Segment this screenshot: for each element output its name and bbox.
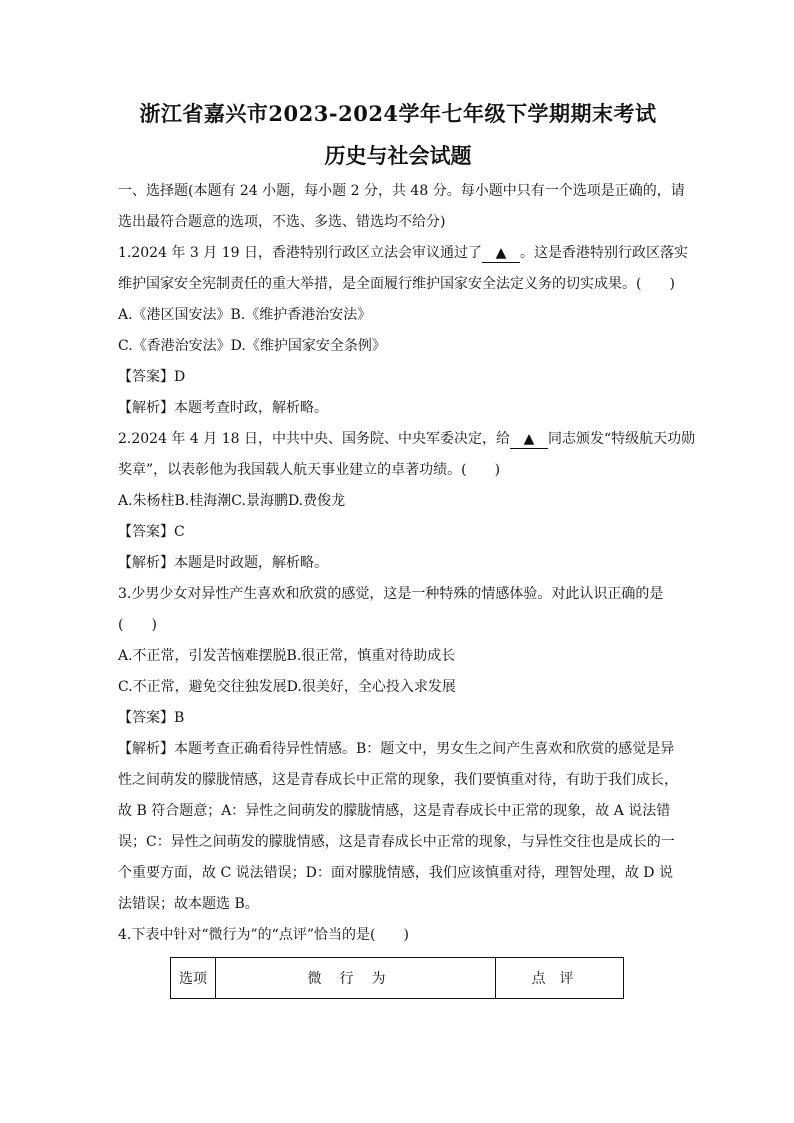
q3-answer: 【答案】B xyxy=(118,710,185,726)
q3-analysis-line-1: 【解析】本题考查正确看待异性情感。B：题文中，男女生之间产生喜欢和欣赏的感觉是异 xyxy=(118,741,675,757)
section-intro-line-2: 选出最符合题意的选项，不选、多选、错选均不给分) xyxy=(118,214,446,230)
exam-page xyxy=(118,98,696,999)
q3-stem-line-2: ( ) xyxy=(118,617,157,633)
q2-analysis: 【解析】本题是时政题，解析略。 xyxy=(118,555,328,571)
q3-options-cd: C.不正常，避免交往独发展D.很美好，全心投入求发展 xyxy=(118,679,456,695)
q2-stem-line-1 xyxy=(118,424,696,455)
q3-options-ab: A.不正常，引发苦恼难摆脱B.很正常，慎重对待助成长 xyxy=(118,648,456,664)
q2-blank: ▲ xyxy=(510,430,548,449)
q3-analysis-line-4: 误；C：异性之间萌发的朦胧情感，这是青春成长中正常的现象，与异性交往也是成长的一 xyxy=(118,834,675,850)
q1-stem-line-1 xyxy=(118,238,688,269)
q2-stem-b: 同志颁发“特级航天功勋 xyxy=(547,431,696,447)
q3-analysis-line-5: 个重要方面，故 C 说法错误；D：面对朦胧情感，我们应该慎重对待，理智处理，故 D 说 xyxy=(118,865,673,881)
q2-stem-a: 2.2024 年 4 月 18 日，中共中央、国务院、中央军委决定，给 xyxy=(118,431,510,447)
q2-stem-line-2: 奖章”，以表彰他为我国载人航天事业建立的卓著功绩。( ) xyxy=(118,462,501,478)
q1-blank: ▲ xyxy=(482,244,520,263)
q1-stem-a: 1.2024 年 3 月 19 日，香港特别行政区立法会审议通过了 xyxy=(118,245,482,261)
q3-analysis-line-3: 故 B 符合题意；A：异性之间萌发的朦胧情感，这是青春成长中正常的现象，故 A 说法错 xyxy=(118,803,671,819)
q3-stem-line-1: 3.少男少女对异性产生喜欢和欣赏的感觉，这是一种特殊的情感体验。对此认识正确的是 xyxy=(118,586,664,602)
q2-answer: 【答案】C xyxy=(118,524,185,540)
q2-options: A.朱杨柱B.桂海潮C.景海鹏D.费俊龙 xyxy=(118,493,346,509)
q1-options-ab: A.《港区国安法》B.《维护香港治安法》 xyxy=(118,307,372,323)
page-title: 浙江省嘉兴市2023-2024学年七年级下学期期末考试 xyxy=(139,101,657,126)
q1-answer: 【答案】D xyxy=(118,369,186,385)
q3-analysis-line-2: 性之间萌发的朦胧情感，这是青春成长中正常的现象，我们要慎重对待，有助于我们成长， xyxy=(118,772,678,788)
page-subtitle: 历史与社会试题 xyxy=(324,143,472,168)
q1-options-cd: C.《香港治安法》D.《维护国家安全条例》 xyxy=(118,338,386,354)
table-header-row xyxy=(171,958,624,999)
q4-table xyxy=(170,957,624,999)
q1-stem-b: 。这是香港特别行政区落实 xyxy=(519,245,688,261)
q1-stem-line-2: 维护国家安全宪制责任的重大举措，是全面履行维护国家安全法定义务的切实成果。( ) xyxy=(118,276,675,292)
q1-analysis: 【解析】本题考查时政，解析略。 xyxy=(118,400,328,416)
table-header-comment: 点评 xyxy=(496,958,624,999)
table-header-option: 选项 xyxy=(171,958,216,999)
q3-analysis-line-6: 法错误；故本题选 B。 xyxy=(118,896,259,912)
section-intro-line-1: 一、选择题(本题有 24 小题，每小题 2 分，共 48 分。每小题中只有一个选项是正确的，请 xyxy=(118,183,685,199)
q4-stem: 4.下表中针对“微行为”的“点评”恰当的是( ) xyxy=(118,927,409,943)
table-header-behavior: 微行为 xyxy=(216,958,496,999)
